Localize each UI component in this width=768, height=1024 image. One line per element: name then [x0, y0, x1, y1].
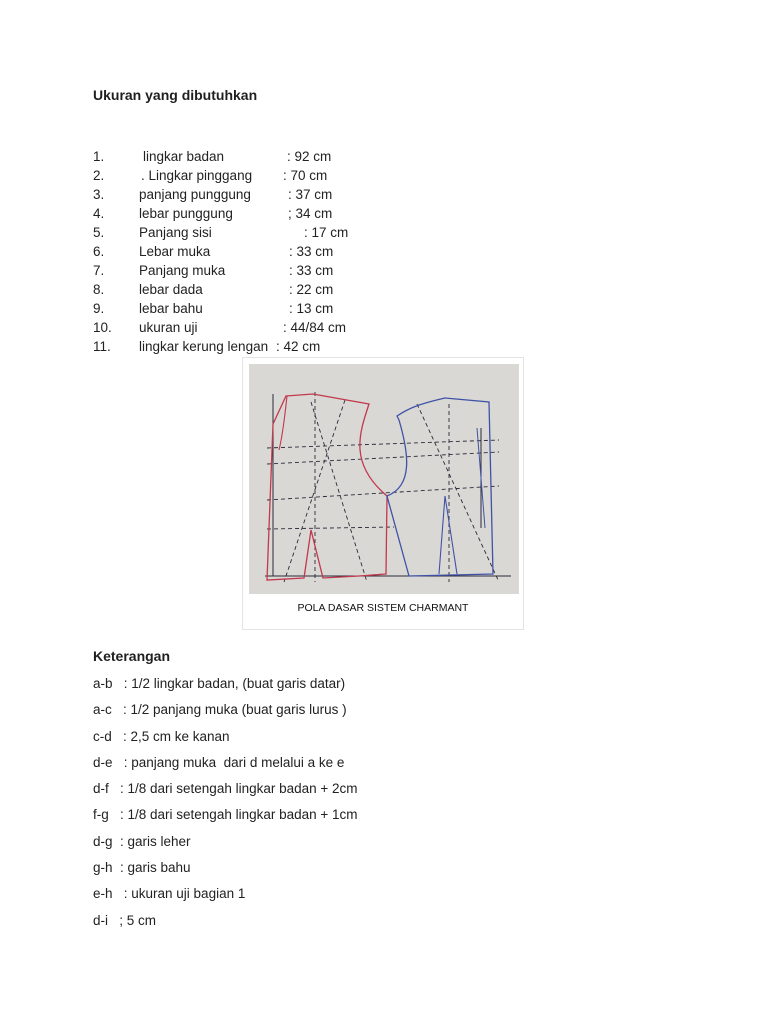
item-number: 4. [93, 206, 105, 221]
item-label: Panjang sisi [139, 225, 212, 240]
item-value: : 33 cm [289, 263, 334, 278]
pattern-photo [249, 364, 519, 594]
list-item: d-e : panjang muka dari d melalui a ke e [93, 754, 345, 770]
figure-caption: POLA DASAR SISTEM CHARMANT [297, 602, 469, 614]
item-label: lebar punggung [139, 206, 233, 221]
item-value: : 22 cm [289, 282, 334, 297]
item-value: : 42 cm [276, 339, 321, 354]
section-title: Keterangan [93, 648, 171, 664]
item-label: Lebar muka [139, 244, 211, 259]
item-label: lingkar badan [143, 149, 225, 164]
item-value: : 37 cm [288, 187, 333, 202]
item-number: 9. [93, 301, 105, 316]
list-item: d-g : garis leher [93, 833, 191, 849]
item-value: : 33 cm [289, 244, 334, 259]
item-value: : 17 cm [304, 225, 349, 240]
item-number: 11. [93, 339, 111, 354]
item-number: 2. [93, 168, 105, 183]
item-label: ukuran uji [139, 320, 198, 335]
list-item: a-b : 1/2 lingkar badan, (buat garis datar) [93, 676, 346, 691]
list-item: g-h : garis bahu [93, 860, 191, 876]
item-label: Panjang muka [139, 263, 226, 278]
item-value: ; 34 cm [288, 206, 333, 221]
item-value: : 92 cm [287, 149, 332, 164]
pattern-paper [249, 364, 519, 594]
item-label: lebar bahu [139, 301, 203, 316]
item-number: 7. [93, 263, 105, 278]
item-label: lingkar kerung lengan [139, 339, 269, 354]
list-item: d-f : 1/8 dari setengah lingkar badan + 2cm [93, 781, 358, 797]
item-label: panjang punggung [139, 187, 251, 202]
item-value: : 44/84 cm [283, 320, 347, 335]
item-number: 6. [93, 244, 105, 259]
item-number: 1. [93, 149, 105, 164]
item-label: lebar dada [139, 282, 203, 297]
page-title: Ukuran yang dibutuhkan [93, 87, 258, 103]
list-item: e-h : ukuran uji bagian 1 [93, 886, 246, 902]
list-item: c-d : 2,5 cm ke kanan [93, 728, 230, 744]
list-item: f-g : 1/8 dari setengah lingkar badan + 1cm [93, 807, 358, 823]
item-number: 5. [93, 225, 105, 240]
pattern-figure [242, 357, 524, 630]
item-label: . Lingkar pinggang [141, 168, 253, 183]
item-value: : 13 cm [289, 301, 334, 316]
item-number: 8. [93, 282, 105, 297]
item-value: : 70 cm [283, 168, 328, 183]
item-number: 10. [93, 320, 112, 335]
explanation-list [93, 675, 358, 938]
list-item: d-i ; 5 cm [93, 912, 157, 928]
list-item: a-c : 1/2 panjang muka (buat garis lurus ) [93, 702, 347, 718]
item-number: 3. [93, 187, 105, 202]
